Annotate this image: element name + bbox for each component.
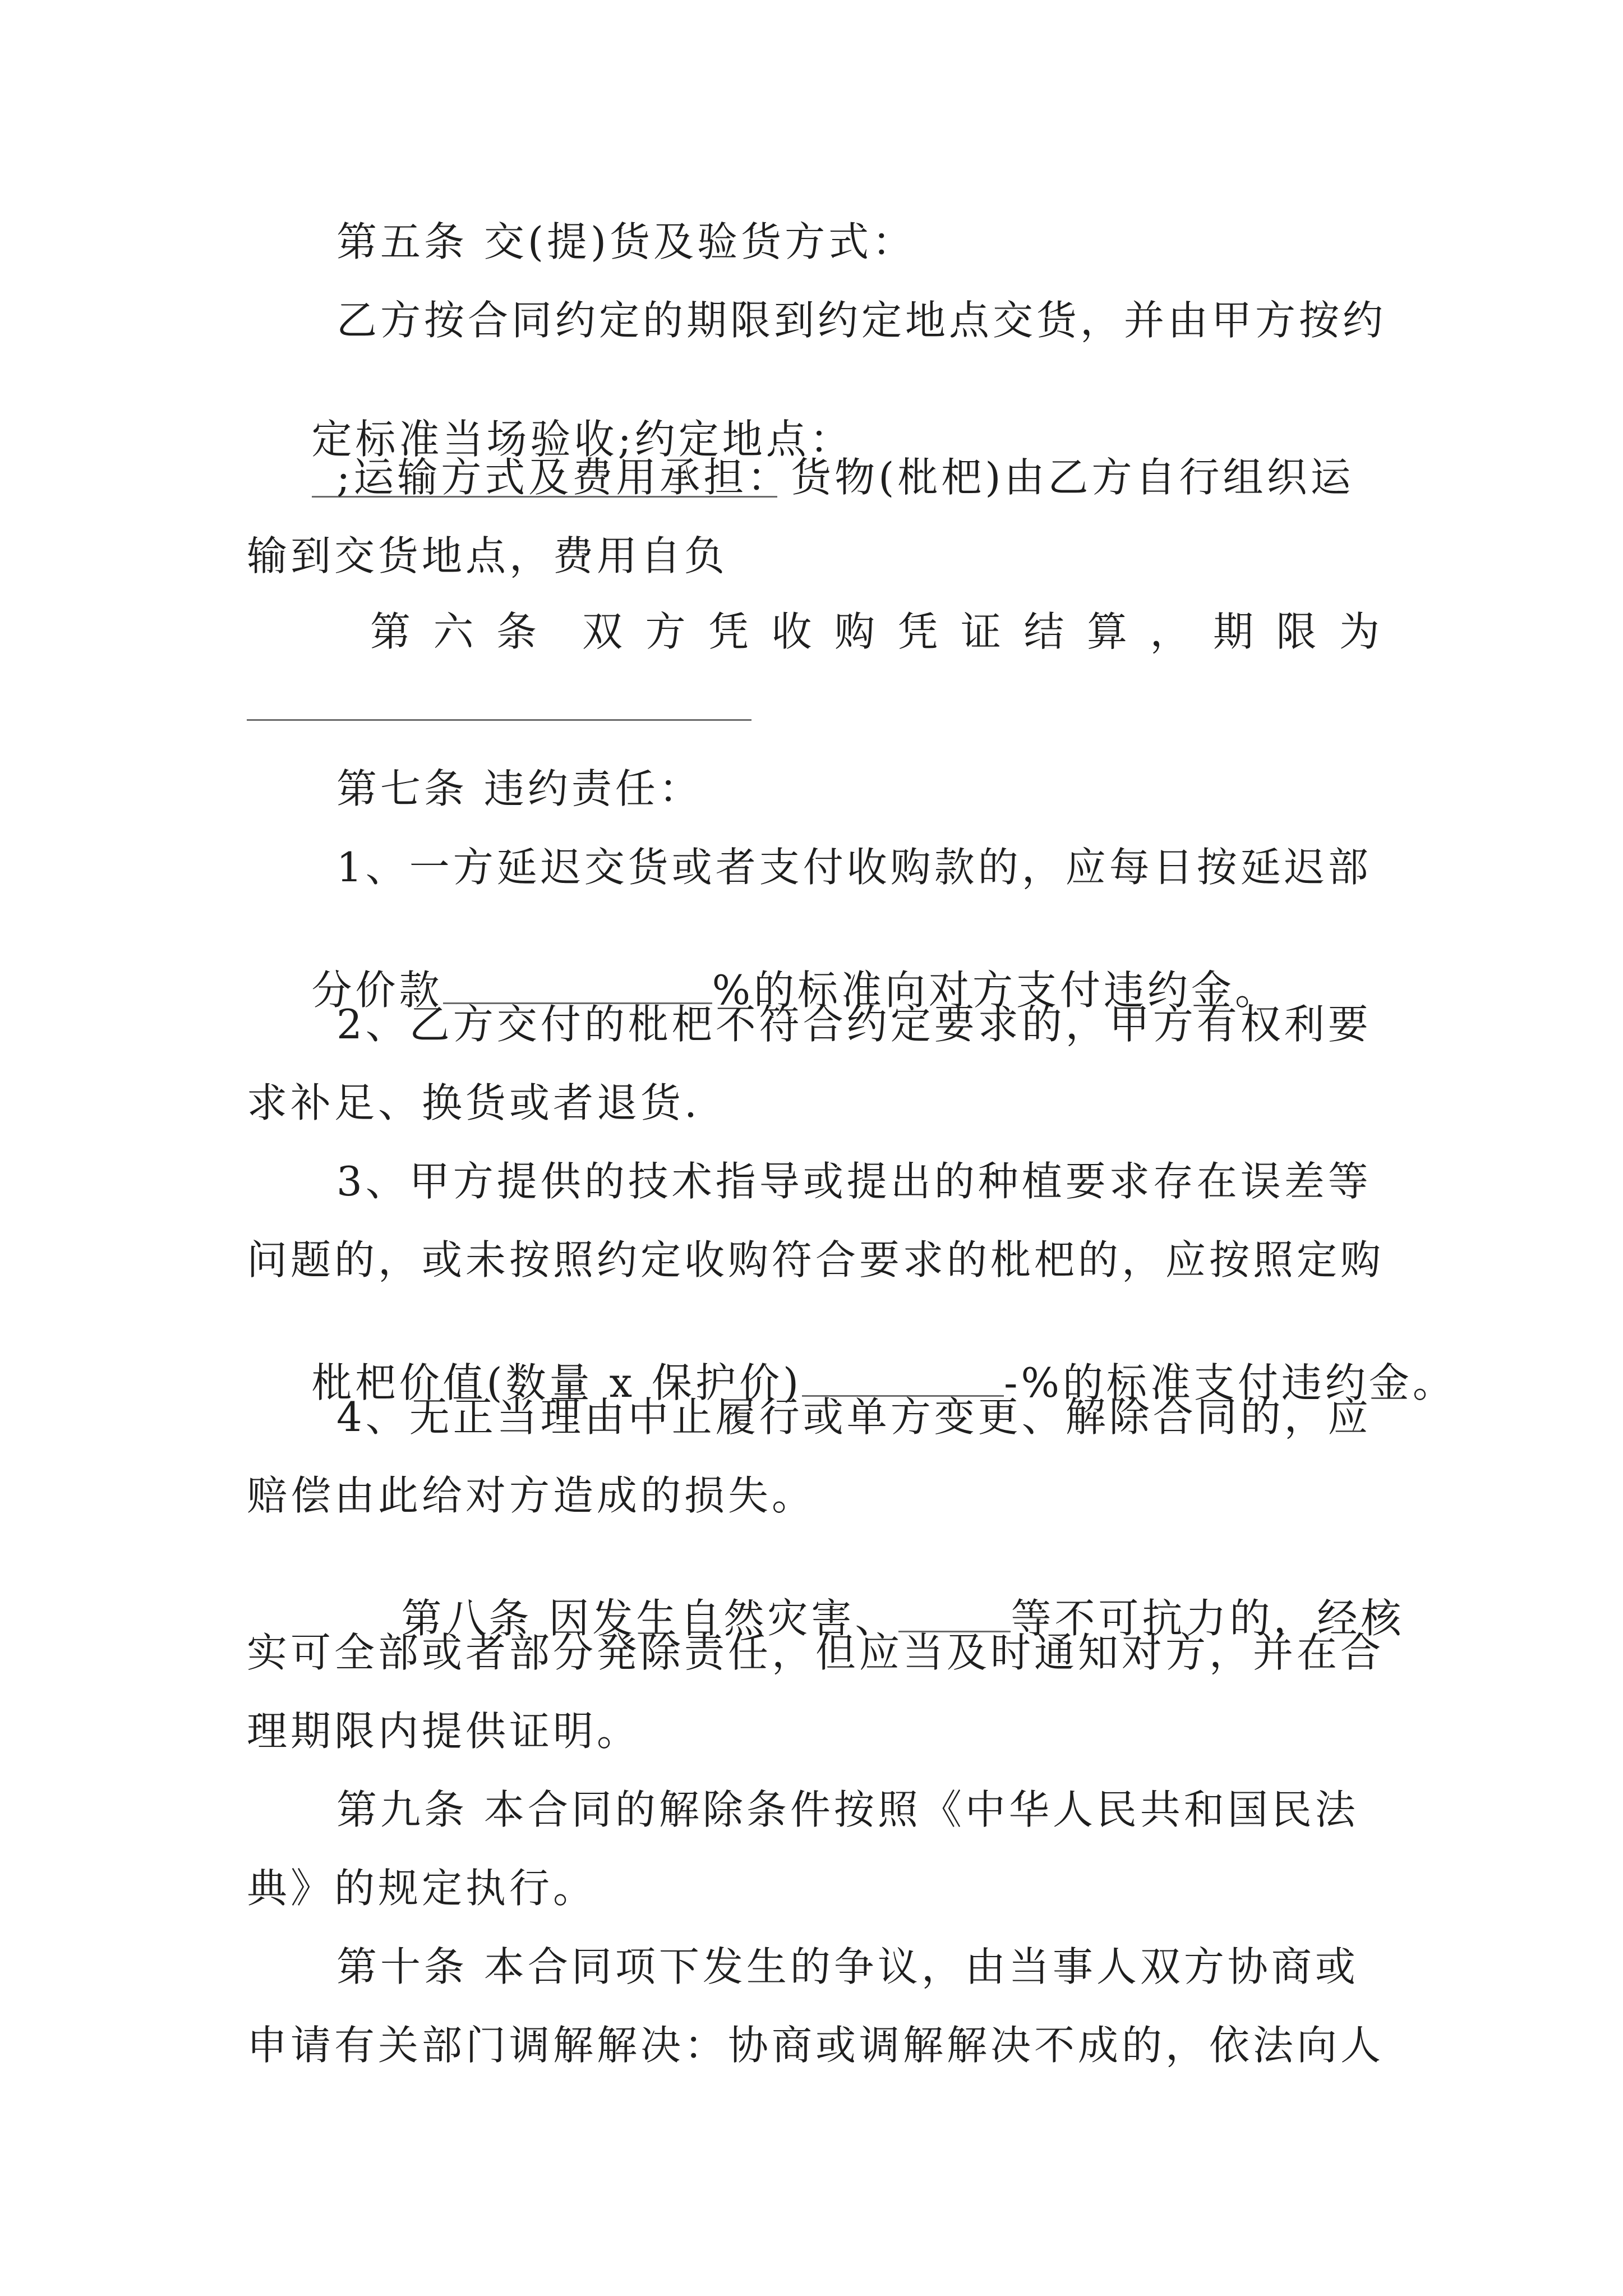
word: 购 [834, 608, 875, 655]
word: 结 [1023, 608, 1064, 655]
article-5-heading: 第五条 交(提)货及验货方式： [336, 218, 916, 265]
word: 凭 [897, 608, 938, 655]
text: %的标准向对方支付违约金。 [712, 966, 1279, 1014]
article-7-item-2-line-2: 求补足、换货或者退货. [247, 1079, 700, 1126]
article-5-text-line-3: ;运输方式及费用承担：货物(枇杷)由乙方自行组织运 [336, 454, 1354, 501]
word: 为 [1339, 608, 1380, 655]
protection-price-blank [802, 1359, 1004, 1397]
word: 双 [582, 608, 623, 655]
word: 凭 [708, 608, 749, 655]
word: 收 [771, 608, 812, 655]
article-7-item-3-line-2: 问题的，或未按照约定收购符合要求的枇杷的，应按照定购 [247, 1236, 1385, 1283]
article-7-item-4-line-1: 4、无正当理由中止履行或单方变更、解除合同的，应 [336, 1393, 1372, 1441]
word: 第 [370, 608, 411, 655]
article-9-line-1: 第九条 本合同的解除条件按照《中华人民共和国民法 [336, 1786, 1359, 1833]
article-9-line-2: 典》的规定执行。 [247, 1865, 597, 1912]
article-7-item-3-line-1: 3、甲方提供的技术指导或提出的种植要求存在误差等 [336, 1158, 1372, 1205]
word: ， [1150, 608, 1191, 655]
article-7-item-2-line-1: 2、乙方交付的枇杷不符合约定要求的，甲方有权利要 [336, 1001, 1372, 1048]
article-5-text-line-1: 乙方按合同约定的期限到约定地点交货，并由甲方按约 [336, 297, 1387, 344]
word: 限 [1276, 608, 1317, 655]
article-7-heading: 第七条 违约责任： [336, 765, 703, 812]
article-10-line-2: 申请有关部门调解解决：协商或调解解决不成的，依法向人 [247, 2022, 1385, 2069]
text: 等不可抗力的，经核 [1011, 1594, 1405, 1642]
text: 第八条 因发生自然灾害、 [401, 1594, 899, 1642]
text: 分价款 [311, 966, 443, 1014]
force-majeure-blank [898, 1594, 1011, 1632]
word: 期 [1212, 608, 1253, 655]
article-5-text-line-4: 输到交货地点，费用自负 [247, 532, 728, 579]
penalty-rate-blank [443, 966, 712, 1004]
article-10-line-1: 第十条 本合同项下发生的争议，由当事人双方协商或 [336, 1943, 1359, 1990]
word: 方 [645, 608, 686, 655]
article-7-item-1-line-1: 1、一方延迟交货或者支付收购款的，应每日按延迟部 [336, 844, 1372, 891]
article-6-line [370, 608, 1380, 655]
text: 枇杷价值(数量 x 保护价) [311, 1359, 803, 1406]
article-7-item-4-line-2: 赔偿由此给对方造成的损失。 [247, 1472, 816, 1519]
article-8-line-3: 理期限内提供证明。 [247, 1708, 641, 1755]
word: 算 [1086, 608, 1127, 655]
word: 条 [496, 608, 537, 655]
article-8-line-2: 实可全部或者部分発除责任，但应当及时通知对方，并在合 [247, 1629, 1385, 1676]
word: 证 [960, 608, 1001, 655]
word: 六 [433, 608, 474, 655]
text: -%的标准支付违约金。 [1004, 1359, 1456, 1406]
settlement-period-blank [247, 719, 751, 721]
article-5-location-label: 定标准当场验收;约定地点： [311, 416, 854, 463]
